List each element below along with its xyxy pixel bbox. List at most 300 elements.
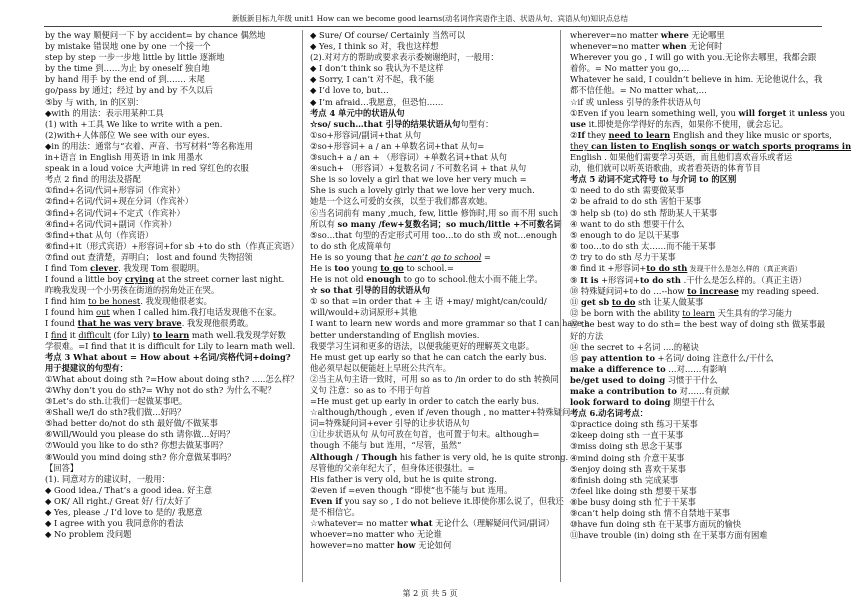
text-segment: by the time 到……为止 by oneself 独自地 — [45, 63, 210, 74]
text-segment: ①Even if you learn something well, you — [570, 107, 739, 118]
text-line — [570, 30, 832, 41]
text-segment: 她是一个这么可爱的女孩，以至于我们都喜欢她。 — [310, 196, 493, 207]
text-line — [570, 241, 832, 252]
text-segment: when — [662, 41, 687, 52]
text-line — [570, 97, 832, 108]
text-segment: ①practice doing sth 练习干某事 — [570, 419, 698, 430]
text-segment: 天生具有的学习能力 — [715, 308, 793, 319]
text-line — [45, 41, 271, 52]
text-line — [310, 463, 550, 474]
text-segment: 好的方法 — [570, 330, 604, 341]
text-line — [310, 74, 550, 85]
text-segment: She is such a lovely girly that we love her very much. — [310, 185, 535, 196]
text-line — [310, 363, 550, 374]
text-line — [310, 418, 550, 429]
text-segment: to learn — [152, 329, 190, 340]
text-segment: I found a little boy — [45, 274, 126, 285]
text-segment: it — [67, 329, 79, 340]
text-line — [570, 430, 832, 441]
text-segment: ①让步状语从句 从句可放在句首，也可置于句末。although= — [310, 429, 540, 440]
text-segment: look forward to doing — [570, 397, 671, 408]
text-segment: 句型有： — [460, 118, 494, 129]
text-line — [45, 396, 271, 407]
text-segment: ⑧be busy doing sth 忙于干某事 — [570, 496, 696, 507]
text-segment: He is so young that — [310, 251, 395, 262]
text-segment: 尽管他的父亲年纪大了，但身体还很强壮。= — [310, 462, 475, 473]
text-line — [570, 196, 832, 207]
text-line — [45, 208, 271, 219]
text-segment: 用于提建议的句型有： — [45, 362, 128, 373]
text-segment: +形容词+ — [598, 275, 640, 286]
text-segment: ⑧ find it +形容词+ — [570, 262, 647, 273]
text-line — [310, 41, 550, 52]
text-line — [45, 230, 271, 241]
text-segment: to increase — [687, 286, 739, 297]
text-line — [310, 507, 550, 518]
text-segment: however=no matter — [310, 540, 397, 551]
text-segment: . 我发现他很老实。 — [140, 296, 212, 307]
text-line — [570, 441, 832, 452]
text-segment: I find him — [45, 296, 89, 307]
text-line — [310, 218, 562, 230]
text-line — [45, 63, 271, 74]
text-segment: ② be afraid to do sth 害怕干某事 — [570, 196, 702, 207]
text-segment: pay attention to — [580, 352, 655, 363]
text-segment: ④ want to do sth 想要干什么 — [570, 218, 685, 229]
text-segment: ⑨ — [570, 275, 581, 286]
text-segment: by the way 顺便问一下 by accident= by chance 偶然地 — [45, 30, 266, 40]
text-segment: . 我发现他很勇敢。 — [181, 318, 254, 329]
text-segment: = — [481, 251, 491, 262]
text-segment: (2)with+人体部位 We see with our eyes. — [45, 129, 210, 140]
text-segment: ⑤so…that 句型的否定形式可用 too…to do sth 或 not…enough — [310, 229, 558, 240]
text-segment: in+语言 in English 用英语 in ink 用墨水 — [45, 152, 203, 163]
text-line — [570, 519, 832, 530]
text-line — [570, 119, 832, 130]
text-line — [570, 41, 832, 52]
text-line — [45, 363, 271, 374]
text-line — [570, 208, 832, 219]
text-segment: ⑤find+that 从句（作宾语） — [45, 229, 154, 240]
text-segment: ⑩have fun doing sth 在干某事方面玩的愉快 — [570, 519, 742, 530]
text-line — [45, 407, 271, 418]
text-segment: ⑥Will/Would you please do sth 请你做…好吗？ — [45, 429, 235, 440]
text-line — [310, 440, 550, 451]
text-segment: 习惯于干什么 — [665, 374, 718, 385]
text-line — [570, 419, 832, 430]
text-segment: (1) with +工具 We like to write with a pen. — [45, 118, 223, 129]
text-line — [570, 63, 832, 74]
text-line — [570, 286, 832, 297]
text-line — [570, 107, 846, 119]
text-line — [45, 496, 271, 507]
text-segment: ⑥finish doing sth 完成某事 — [570, 474, 679, 485]
text-segment: I found him — [45, 307, 97, 318]
page-footer: 第 2 页 共 5 页 — [402, 589, 458, 598]
text-line — [310, 163, 550, 174]
text-segment: use — [570, 118, 586, 129]
text-segment: young — [349, 262, 381, 273]
text-line — [570, 263, 832, 275]
text-line — [570, 497, 832, 508]
text-segment: ① so that =in order that + 主 语 +may/ might/can/could/ — [310, 296, 547, 307]
column-divider-left — [302, 30, 303, 582]
text-segment: His father is very old, but he is quite strong. — [310, 473, 497, 484]
text-segment: +名词/ doing 注意什么/干什么 — [654, 352, 774, 363]
text-segment: too — [334, 262, 350, 273]
text-line — [310, 185, 550, 196]
text-segment: you — [827, 107, 846, 118]
text-segment: ⑦find out 查清楚，弄明白； lost and found 失物招领 — [45, 251, 253, 262]
text-line — [45, 119, 271, 130]
text-line — [310, 341, 550, 352]
text-segment: ☆ so that 引导的目的状语从句 — [310, 285, 431, 296]
text-segment: ◆ Yes, I think so 对，我也这样想 — [310, 41, 439, 52]
text-segment: It is — [580, 275, 599, 286]
text-line — [45, 507, 271, 518]
text-line — [45, 240, 299, 252]
text-segment: math well.我发现学好数 — [189, 329, 286, 340]
text-segment: what — [410, 518, 433, 529]
text-segment: when I called him.我打电话发现他不在家。 — [109, 307, 282, 318]
text-segment: 昨晚我发现一个小男孩在街道的拐角处正在哭。 — [45, 285, 220, 296]
text-line — [45, 373, 299, 385]
text-line — [310, 529, 550, 540]
text-line — [570, 163, 832, 174]
text-segment: to do sth 化成简单句 — [310, 240, 391, 251]
text-segment: ◆ Sure/ Of course/ Certainly 当然可以 — [310, 30, 466, 40]
text-segment: he can’t go to school — [394, 251, 482, 262]
text-line — [310, 152, 550, 163]
text-segment: it.即使是你学得好的东西，如果你不使用，就会忘记。 — [585, 118, 789, 129]
text-line — [570, 486, 832, 497]
text-segment: they — [584, 129, 609, 140]
text-segment: ③find+名词/代词+不定式（作宾补） — [45, 207, 185, 218]
text-line — [310, 474, 550, 485]
text-segment: ◆ I’m afraid…我愿意，但恐怕…… — [310, 96, 444, 107]
text-line — [45, 30, 271, 41]
text-segment: better understanding of English movies. — [310, 329, 480, 340]
text-line — [310, 285, 550, 296]
text-segment: ⑪have trouble (in) doing sth 在干某事方面有困难 — [570, 530, 768, 541]
text-line — [570, 219, 832, 230]
text-line — [45, 85, 271, 96]
text-segment: ②Why don’t you do sth?= Why not do sth? 为什么不呢？ — [45, 385, 276, 395]
text-segment: I want to learn new words and more grammar so that I can have a — [310, 318, 590, 329]
text-segment: step by step 一步一步地 little by little 逐渐地 — [45, 52, 225, 63]
text-segment: will forget — [738, 107, 787, 118]
text-segment: 无论如何 — [415, 540, 452, 551]
text-segment: though 不能与 but 连用，“尽管，虽然” — [310, 440, 462, 451]
text-line — [45, 163, 271, 174]
text-segment: clever — [90, 262, 119, 273]
text-segment: ②keep doing sth 一直干某事 — [570, 430, 684, 441]
text-segment: 都不信任他。= No matter what,… — [570, 85, 707, 96]
text-line — [310, 229, 558, 241]
text-line — [570, 52, 832, 63]
column-divider-right — [560, 30, 561, 582]
text-line — [45, 440, 271, 451]
text-segment: ◆ I agree with you 我同意你的看法 — [45, 518, 184, 529]
text-segment: He is not old — [310, 274, 367, 285]
text-segment: ③ help sb (to) do sth 帮助某人干某事 — [570, 207, 718, 218]
text-line — [45, 318, 271, 329]
text-segment: ◆ Good idea./ That’s a good idea. 好主意 — [45, 484, 212, 495]
text-segment: ② — [570, 129, 578, 140]
text-line — [310, 263, 550, 274]
text-segment: where — [660, 30, 689, 40]
text-segment: 是不相信它。 — [310, 507, 360, 518]
text-segment: ◆ I don’t think so 我认为不是这样 — [310, 63, 444, 74]
text-line — [45, 529, 271, 540]
text-segment: how — [396, 540, 416, 551]
text-segment: 学很难。=I find that it is difficult for Lily to learn math well. — [45, 340, 296, 351]
text-segment: to do — [611, 297, 636, 308]
text-line — [570, 130, 832, 141]
text-segment: ②find+名词/代词+现在分词（作宾补） — [45, 196, 194, 207]
text-segment: ③such+ a / an + （形容词）+单数名词+that 从句 — [310, 152, 507, 163]
text-line — [45, 97, 271, 108]
text-segment: ④such+ （形容词）+复数名词 / 不可数名词 + that 从句 — [310, 163, 527, 174]
text-line — [310, 385, 550, 396]
text-line — [45, 452, 271, 463]
text-line — [310, 63, 550, 74]
text-line — [45, 351, 291, 363]
text-segment: ⑤had better do/not do sth 最好做/不做某事 — [45, 418, 218, 429]
text-line — [570, 464, 832, 475]
text-segment: ③Let’s do sth.让我们一起做某事吧。 — [45, 396, 188, 407]
text-segment: Whatever he said, I couldn’t believe in him. 无论他说什么，我 — [570, 74, 823, 85]
text-segment: 考点 4 单元中的状语从句 — [310, 107, 405, 118]
text-segment: need to learn — [608, 129, 671, 140]
column-left — [45, 30, 299, 582]
text-segment: can listen to English songs or watch sports programs in — [588, 140, 852, 151]
text-segment: ☆although/though , even if /even though , no matter+特殊疑问 — [310, 407, 571, 418]
text-segment: Wherever you go , I will go with you.无论你去哪里，我都会跟 — [570, 52, 817, 63]
text-line — [310, 318, 590, 329]
text-line — [310, 307, 550, 318]
text-segment: ⑤by 与 with, in 的区别： — [45, 96, 144, 107]
text-segment: ☆so/ such…that 引导的结果状语从句 — [310, 118, 461, 129]
text-segment: 动，他们就可以听英语歌曲，或者看英语的体育节目 — [570, 163, 761, 174]
text-line — [310, 396, 550, 407]
text-line — [45, 185, 271, 196]
text-segment: his father is very old, he is quite strong. — [397, 451, 569, 462]
text-segment: to do sth — [646, 262, 688, 273]
text-segment: so many /few+复数名词；so much/little +不可数名词 — [337, 218, 562, 229]
text-segment: 对……有贡献 — [676, 386, 730, 396]
text-line — [310, 518, 555, 529]
text-line — [45, 340, 296, 352]
text-line — [570, 185, 832, 196]
text-segment: ⑧Would you mind doing sth? 你介意做某事吗？ — [45, 451, 236, 462]
text-line — [570, 140, 852, 152]
text-line — [310, 540, 550, 551]
text-segment: ⑦Would you like to do sth? 你想去做某事吗？ — [45, 440, 228, 451]
text-segment: to school.= — [403, 262, 454, 273]
text-segment: ⑬ the best way to do sth= the best way of doing sth 做某事最 — [570, 319, 826, 330]
text-segment: to learn — [682, 308, 716, 319]
text-segment: I find Tom — [45, 262, 91, 273]
text-segment: at the street corner last night. — [154, 274, 285, 285]
text-segment: unless — [797, 107, 828, 118]
text-line — [45, 385, 276, 396]
text-line — [45, 74, 271, 85]
text-segment: by mistake 错误地 one by one 一个接一个 — [45, 41, 211, 52]
text-segment: go/pass by 通过；经过 by and by 不久以后 — [45, 85, 213, 96]
text-line — [570, 74, 832, 85]
text-segment: 发现干什么是怎么样的（真正宾语） — [687, 264, 802, 273]
text-segment: they — [570, 140, 589, 151]
text-segment: He is — [310, 262, 335, 273]
text-segment: ☆if 或 unless 引导的条件状语从句 — [570, 96, 701, 107]
text-line — [570, 408, 832, 419]
text-segment: ◆ OK/ All right./ Great 好/ 行/太好了 — [45, 495, 192, 506]
text-segment: 我要学习生词和更多的语法，以便我能更好的理解英文电影。 — [310, 340, 535, 351]
text-line — [45, 52, 271, 63]
text-line — [310, 485, 550, 496]
text-segment: make a contribution to — [570, 386, 677, 396]
text-segment: ⑥ too…to do sth 太……而不能干某事 — [570, 240, 716, 251]
text-segment: ②so+形容词+ a / an +单数名词+that 从句= — [310, 140, 485, 151]
text-line — [570, 397, 832, 408]
text-line — [310, 495, 564, 507]
text-line — [45, 518, 271, 529]
text-segment: ◆ I’d love to, but… — [310, 85, 389, 96]
text-segment: speak in a loud voice 大声地讲 in red 穿红色的衣服 — [45, 163, 249, 174]
text-segment: 他必须早起以便能赶上早班公共汽车。 — [310, 362, 452, 373]
header-rule — [44, 26, 822, 27]
text-line — [570, 508, 832, 519]
text-line — [45, 474, 271, 485]
text-segment: wherever=no matter — [570, 30, 661, 40]
text-segment: 义句 注意：so as to 不用于句首 — [310, 385, 431, 395]
text-line — [310, 30, 550, 41]
text-line — [310, 241, 550, 252]
text-segment: 所以有 — [310, 218, 338, 229]
text-segment: get sb — [580, 297, 610, 308]
text-line — [45, 108, 271, 119]
text-segment: find — [50, 329, 68, 340]
text-line — [45, 329, 286, 341]
text-line — [310, 85, 550, 96]
text-line — [45, 263, 271, 274]
text-line — [310, 97, 550, 108]
text-segment: 【回答】 — [45, 462, 79, 473]
text-segment: that he was very brave — [77, 318, 182, 329]
text-line — [45, 285, 271, 296]
text-line — [570, 152, 832, 163]
text-line — [310, 252, 550, 263]
text-segment: 考点 3 What about = How about +名词/宾格代词+doing? — [45, 351, 291, 362]
text-segment: make a difference to — [570, 363, 666, 374]
text-segment: whenever=no matter — [570, 41, 663, 52]
text-line — [310, 52, 550, 63]
text-segment: ②even if =even though “即使”也不能与 but 连用。 — [310, 484, 513, 495]
text-line — [310, 108, 550, 119]
text-segment: (for Lily) — [110, 329, 153, 340]
text-segment: Although / Though — [310, 451, 398, 462]
text-segment: ⑤ enough to do 足以干某事 — [570, 229, 680, 240]
text-segment: to go to school.他太小而不能上学。 — [400, 274, 543, 285]
text-line — [45, 274, 285, 285]
text-line — [570, 308, 832, 319]
text-line — [45, 429, 271, 440]
text-line — [310, 119, 550, 130]
text-segment: ⑦ try to do sth 尽力干某事 — [570, 251, 676, 262]
text-line — [570, 252, 832, 263]
text-line — [570, 297, 832, 308]
text-segment: out — [96, 307, 110, 318]
text-segment: She is so lovely a girl that we love her very much = — [310, 174, 527, 185]
text-line — [570, 453, 832, 464]
text-segment: 期望干什么 — [670, 397, 715, 408]
text-line — [45, 418, 271, 429]
text-segment: ⑩ 特殊疑问词+to do …--how — [570, 286, 688, 297]
text-segment: If — [577, 129, 585, 140]
text-segment: ⑦feel like doing sth 想要干某事 — [570, 485, 697, 496]
text-segment: ⑭ the secret to +名词 ….的秘诀 — [570, 341, 699, 352]
text-segment: to do sth — [639, 275, 681, 286]
text-segment: . 我发现 Tom 很聪明。 — [118, 262, 205, 273]
text-segment: ◆with 的用法：表示用某种工具 — [45, 107, 164, 118]
text-line — [310, 207, 559, 219]
text-segment: ◆in 的用法：通常与“衣着、声音、书写材料”等名称连用 — [45, 140, 254, 151]
text-line — [45, 307, 282, 318]
text-line — [570, 353, 832, 364]
text-segment: 着你。= No matter you go,… — [570, 63, 690, 74]
page-header: 新版新目标九年级 unit1 How can we become good learns(动名词作宾语作主语、状语从句、宾语从句)知识点总结 — [232, 14, 628, 23]
text-segment: enough — [366, 274, 401, 285]
text-segment: 词=特殊疑问词+ever 引导的让步状语从句 — [310, 418, 470, 429]
text-segment: ③miss doing sth 思念干某事 — [570, 441, 683, 452]
text-segment: ☆whatever= no matter — [310, 518, 411, 529]
text-line — [310, 196, 550, 207]
text-line — [570, 530, 832, 541]
text-segment: English and they like music or sports, — [670, 129, 832, 140]
text-segment: ◆ Yes, please ./ I’d love to 是的/ 我愿意 — [45, 507, 203, 518]
text-line — [310, 330, 550, 341]
text-segment: whoever=no matter who 无论谁 — [310, 529, 442, 540]
text-line — [570, 174, 832, 185]
text-line — [45, 174, 271, 185]
text-line — [45, 485, 271, 496]
text-segment: you say so , I do not believe it.即使你那么说了，但我还 — [342, 495, 564, 506]
text-line — [45, 252, 271, 263]
text-line — [310, 451, 569, 463]
text-line — [45, 296, 271, 307]
text-segment: =He must get up early in order to catch the early bus. — [310, 396, 539, 407]
text-segment: English . 如果他们需要学习英语，而且他们喜欢音乐或者运 — [570, 152, 793, 163]
text-segment: ④Shall we/I do sth?我们做…好吗？ — [45, 407, 186, 418]
text-segment: …对……有影响 — [665, 363, 727, 374]
text-segment: 无论什么（理解疑问代词/副词） — [432, 518, 555, 529]
text-line — [310, 141, 550, 152]
text-line — [310, 296, 550, 307]
text-line — [310, 373, 559, 385]
text-segment: be/get used to doing — [570, 374, 666, 385]
text-line — [310, 407, 571, 418]
text-segment: ④find+名词/代词+副词（作宾补） — [45, 218, 177, 229]
text-segment: 无论哪里 — [688, 30, 725, 40]
text-line — [570, 364, 832, 375]
text-line — [45, 152, 271, 163]
text-segment: 考点 6.动名词考点： — [570, 408, 648, 419]
text-segment: ① need to do sth 需要做某事 — [570, 185, 685, 196]
text-segment: ⑪ — [570, 297, 581, 308]
text-segment: ⑥当名词前有 many ,much, few, little 修饰时,用 so 而不用 such — [310, 207, 559, 218]
text-line — [570, 331, 832, 342]
